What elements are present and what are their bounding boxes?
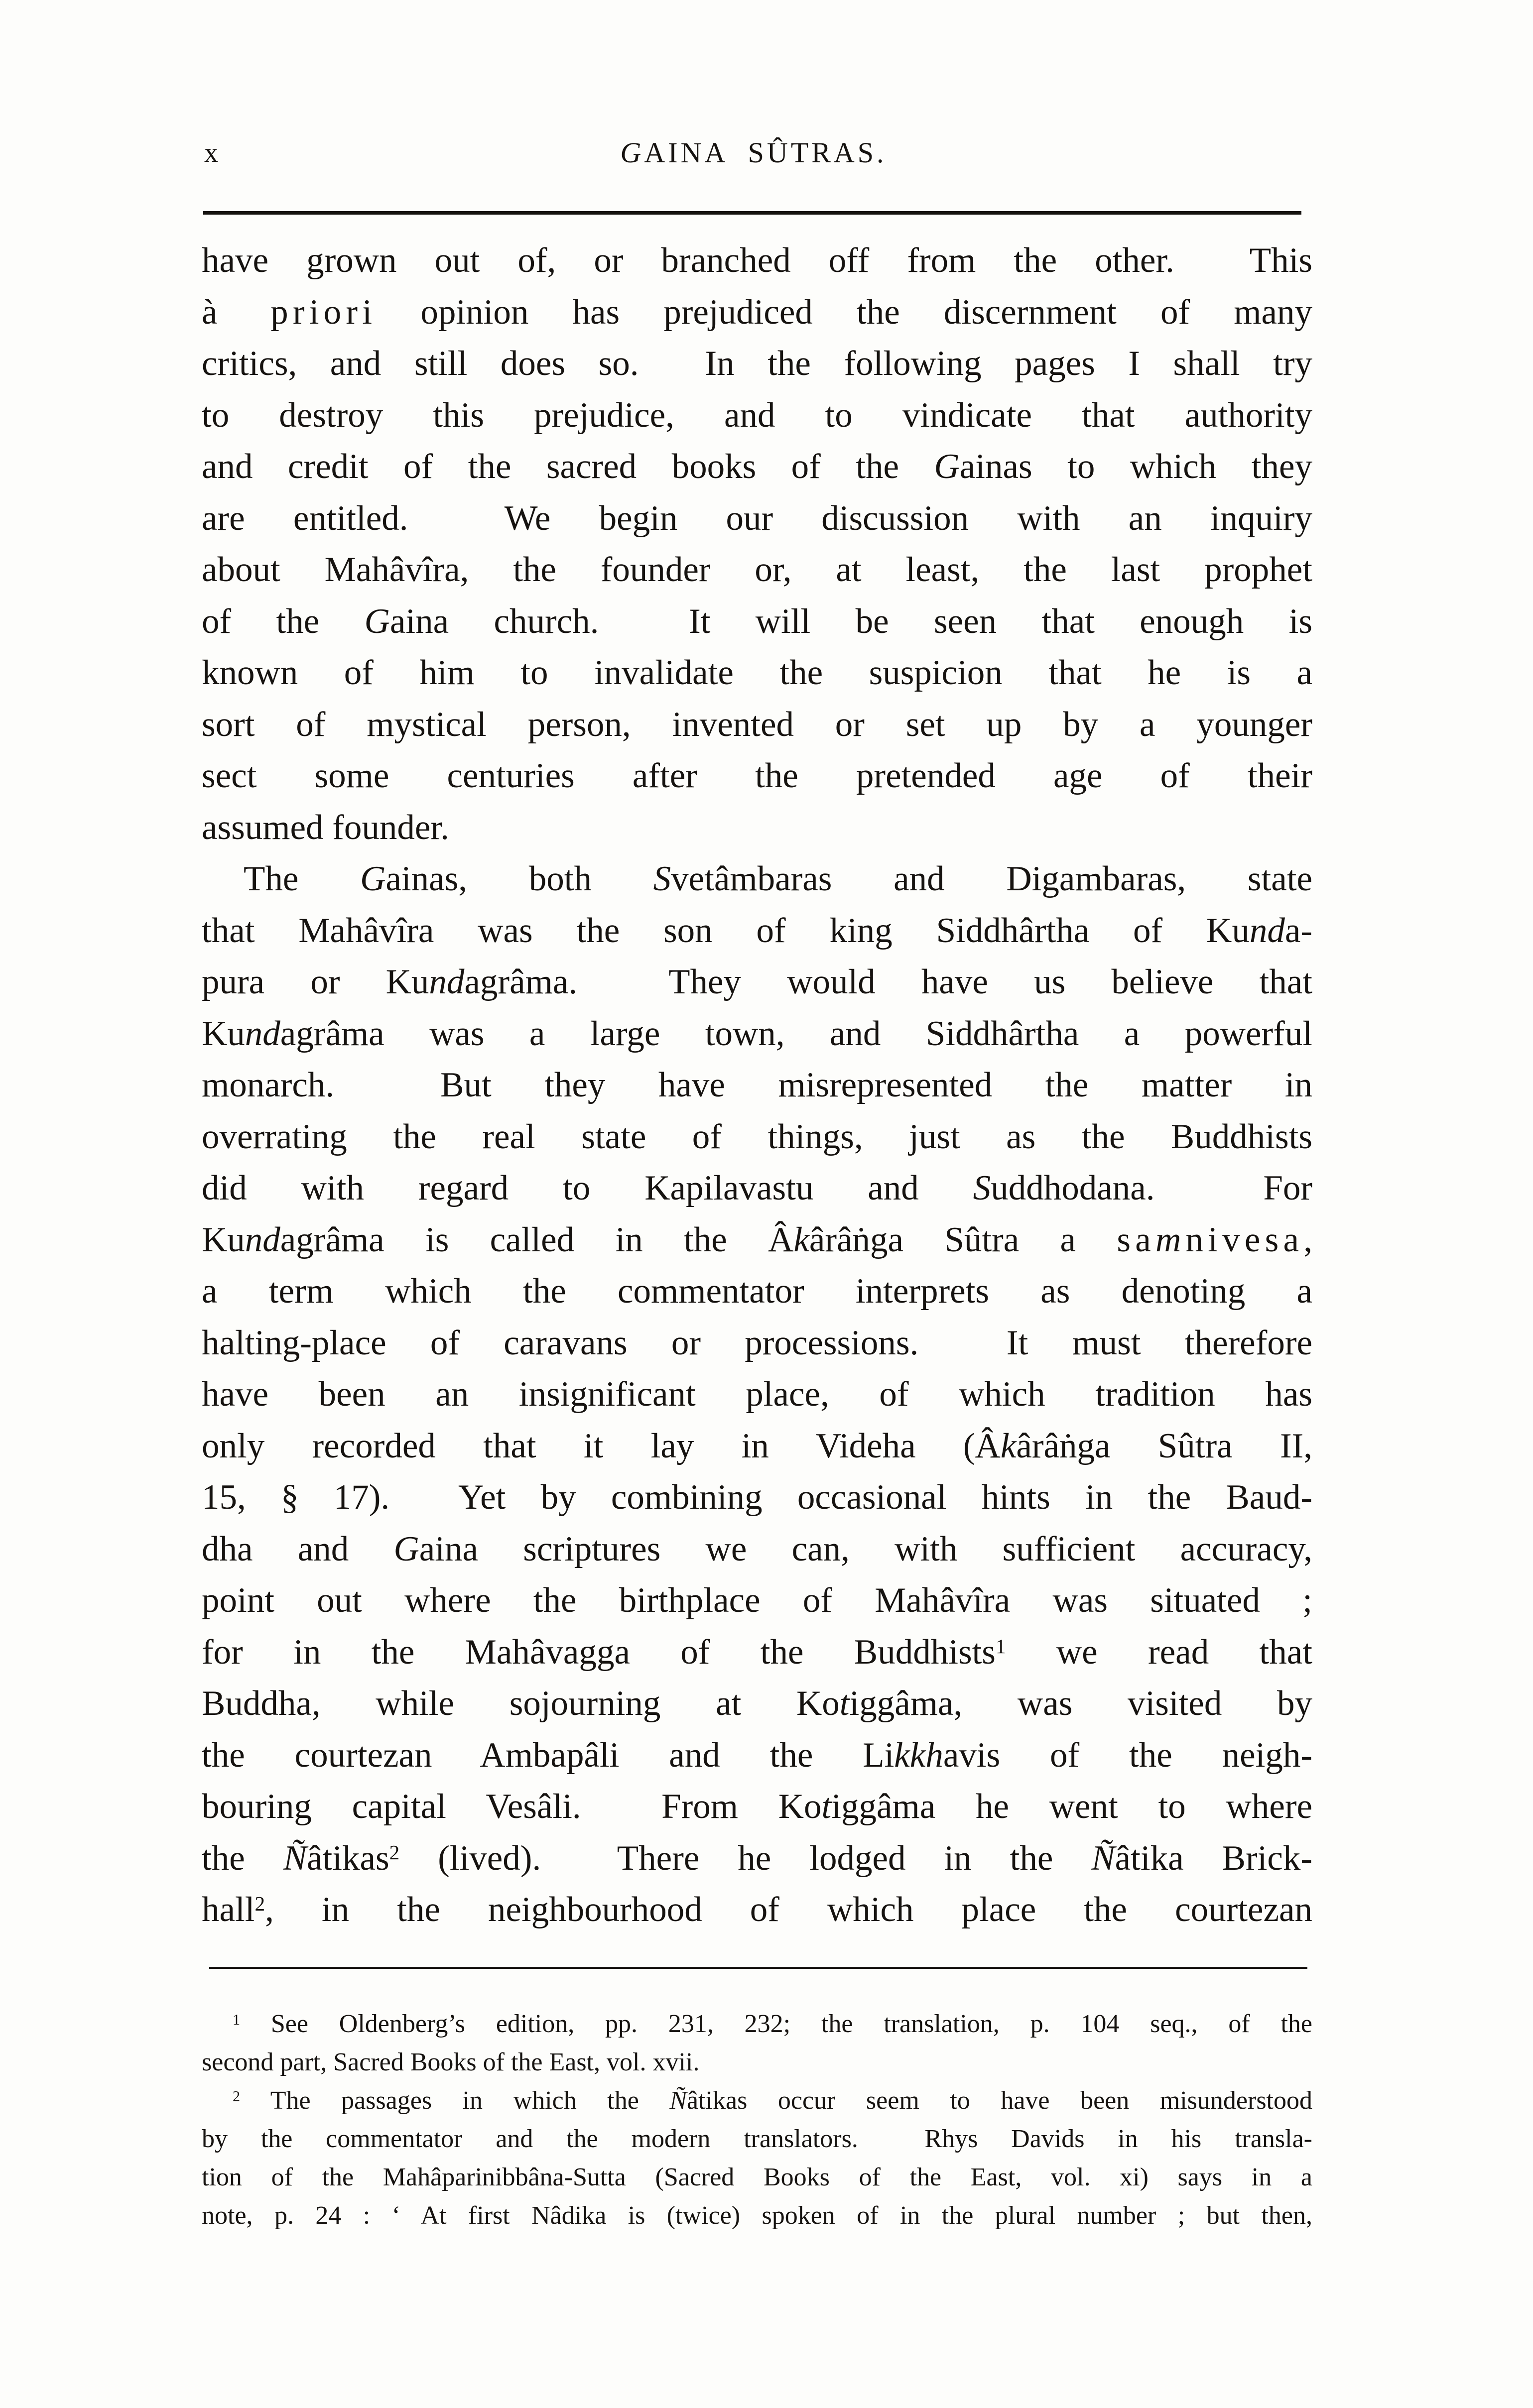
body-text-line: monarch. But they have misrepresented the matter in xyxy=(202,1066,1312,1104)
footnote-rule xyxy=(209,1967,1307,1969)
body-text-line: critics, and still does so. In the following pages I shall try xyxy=(202,344,1312,383)
body-text-line: for in the Mahâvagga of the Buddhists$^1$ we read that xyxy=(202,1632,1312,1672)
page-number: x xyxy=(204,137,218,168)
body-text-line: that Mahâvîra was the son of king Siddhârtha of Kunda- xyxy=(202,911,1312,950)
body-text-line: sect some centuries after the pretended age of their xyxy=(202,756,1312,795)
page-header xyxy=(203,137,1304,172)
header-rule xyxy=(203,211,1301,215)
body-text-line: have grown out of, or branched off from the other. This xyxy=(202,241,1312,280)
body-text-line: Kundagrâma was a large town, and Siddhârtha a powerful xyxy=(202,1014,1312,1053)
body-text-line: Buddha, while sojourning at Kotiggâma, was visited by xyxy=(202,1684,1312,1723)
footnote-paragraphs xyxy=(202,2005,1312,2235)
body-text-line: the courtezan Ambapâli and the Likkhavis of the neigh- xyxy=(202,1735,1312,1775)
footnote-text-line: tion of the Mahâparinibbâna-Sutta (Sacred Books of the East, vol. xi) says in a xyxy=(202,2163,1312,2191)
body-text-line: have been an insignificant place, of which tradition has xyxy=(202,1375,1312,1414)
body-text-line: and credit of the sacred books of the Gainas to which they xyxy=(202,447,1312,486)
body-text-line: only recorded that it lay in Videha (Âkârâṅga Sûtra II, xyxy=(202,1426,1312,1465)
body-text-line: halting-place of caravans or processions. It must therefore xyxy=(202,1323,1312,1362)
footnote-text-line: by the commentator and the modern translators. Rhys Davids in his transla- xyxy=(202,2125,1312,2153)
body-text-line: bouring capital Vesâli. From Kotiggâma he went to where xyxy=(202,1787,1312,1826)
body-text-line: 15, § 17). Yet by combining occasional hints in the Baud- xyxy=(202,1478,1312,1517)
body-text-line: à priori opinion has prejudiced the discernment of many xyxy=(202,292,1312,332)
footnote-text-line: note, p. 24 : ‘ At first Nâdika is (twice) spoken of in the plural number ; but then, xyxy=(202,2201,1312,2230)
footnote-text-line: $^2$ The passages in which the Ñâtikas occur seem to have been misunderstood xyxy=(233,2086,1312,2115)
body-text-line: did with regard to Kapilavastu and Suddhodana. For xyxy=(202,1169,1312,1207)
body-text-line: are entitled. We begin our discussion with an inquiry xyxy=(202,498,1312,538)
body-text-line: assumed founder. xyxy=(202,808,449,847)
body-paragraphs xyxy=(202,235,1312,1936)
footnotes-section xyxy=(202,2005,1312,2235)
footnote-text-line: $^1$ See Oldenberg’s edition, pp. 231, 232; the translation, p. 104 seq., of the xyxy=(233,2010,1312,2038)
body-text-line: known of him to invalidate the suspicion that he is a xyxy=(202,653,1312,692)
body-text-line: overrating the real state of things, just as the Buddhists xyxy=(202,1117,1312,1156)
body-text-line: sort of mystical person, invented or set up by a younger xyxy=(202,705,1312,744)
body-text-line: The Gainas, both Svetâmbaras and Digambaras, state xyxy=(244,859,1312,898)
body-text-line: the Ñâtikas$^2$ (lived). There he lodged in the Ñâtika Brick- xyxy=(202,1838,1312,1878)
body-text-line: to destroy this prejudice, and to vindicate that authority xyxy=(202,395,1312,435)
body-text-line: pura or Kundagrâma. They would have us believe that xyxy=(202,963,1312,1001)
body-text-line: point out where the birthplace of Mahâvîra was situated ; xyxy=(202,1581,1312,1620)
body-text xyxy=(202,235,1312,1936)
footnote-text-line: second part, Sacred Books of the East, vol. xvii. xyxy=(202,2048,700,2076)
body-text-line: dha and Gaina scriptures we can, with sufficient accuracy, xyxy=(202,1529,1312,1568)
body-text-line: about Mahâvîra, the founder or, at least, the last prophet xyxy=(202,550,1312,589)
body-text-line: Kundagrâma is called in the Âkârâṅga Sûtra a samnivesa, xyxy=(202,1220,1312,1259)
body-text-line: a term which the commentator interprets as denoting a xyxy=(202,1272,1312,1311)
body-text-line: of the Gaina church. It will be seen that enough is xyxy=(202,602,1313,641)
body-text-line: hall$^2$, in the neighbourhood of which place the courtezan xyxy=(202,1890,1312,1929)
running-title: GAINA SÛTRAS. xyxy=(620,136,887,169)
